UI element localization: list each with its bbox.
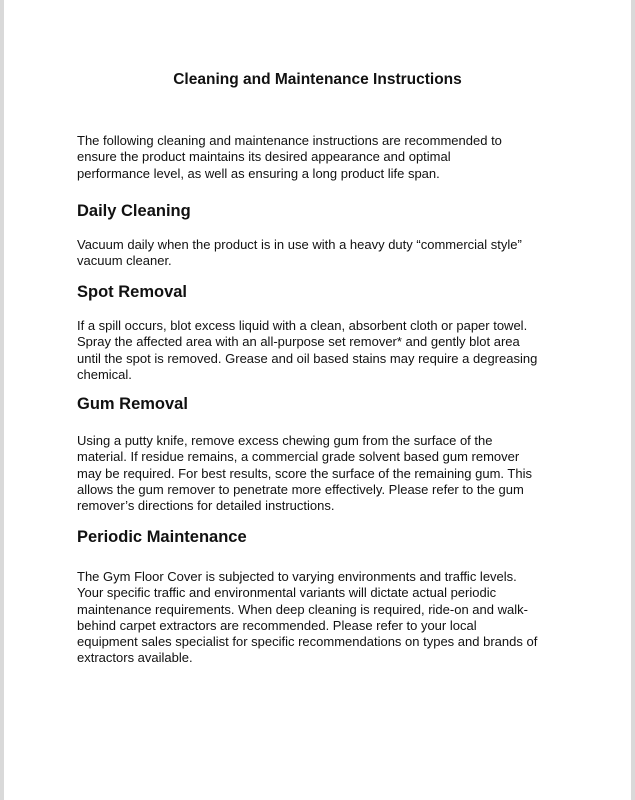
body-line: Spray the affected area with an all-purpose set remover* and gently blot area (77, 334, 520, 350)
body-line: allows the gum remover to penetrate more effectively. Please refer to the gum (77, 481, 524, 497)
intro-line: performance level, as well as ensuring a long product life span. (77, 165, 440, 181)
section-heading-periodic-maintenance: Periodic Maintenance (77, 528, 247, 546)
intro-paragraph (77, 133, 577, 182)
body-line: Using a putty knife, remove excess chewing gum from the surface of the (77, 433, 493, 448)
body-line: equipment sales specialist for specific recommendations on types and brands of (77, 634, 538, 650)
body-line: Your specific traffic and environmental variants will dictate actual periodic (77, 585, 497, 601)
intro-line: The following cleaning and maintenance instructions are recommended to (77, 133, 502, 148)
body-line: The Gym Floor Cover is subjected to varying environments and traffic levels. (77, 569, 517, 584)
body-line: chemical. (77, 366, 132, 382)
body-line: extractors available. (77, 650, 193, 666)
section-body-gum-removal (77, 433, 577, 514)
document-title: Cleaning and Maintenance Instructions (173, 71, 462, 88)
section-body-spot-removal (77, 318, 577, 383)
body-line: material. If residue remains, a commercial grade solvent based gum remover (77, 449, 520, 465)
section-heading-spot-removal: Spot Removal (77, 283, 188, 301)
intro-line: ensure the product maintains its desired appearance and optimal (77, 149, 451, 165)
body-line: maintenance requirements. When deep cleaning is required, ride-on and walk- (77, 601, 528, 617)
document-page (4, 0, 631, 800)
body-line: behind carpet extractors are recommended. Please refer to your local (77, 617, 477, 633)
section-body-daily-cleaning (77, 237, 577, 270)
section-heading-daily-cleaning: Daily Cleaning (77, 202, 191, 220)
body-line: until the spot is removed. Grease and oil based stains may require a degreasing (77, 350, 538, 366)
body-line: Vacuum daily when the product is in use with a heavy duty “commercial style” (77, 237, 522, 252)
section-heading-gum-removal: Gum Removal (77, 395, 188, 413)
body-line: may be required. For best results, score the surface of the remaining gum. This (77, 465, 532, 481)
body-line: remover’s directions for detailed instructions. (77, 498, 335, 514)
body-line: If a spill occurs, blot excess liquid with a clean, absorbent cloth or paper towel. (77, 318, 528, 333)
page-edge-right (631, 0, 635, 800)
section-body-periodic-maintenance (77, 569, 577, 667)
body-line: vacuum cleaner. (77, 253, 172, 269)
